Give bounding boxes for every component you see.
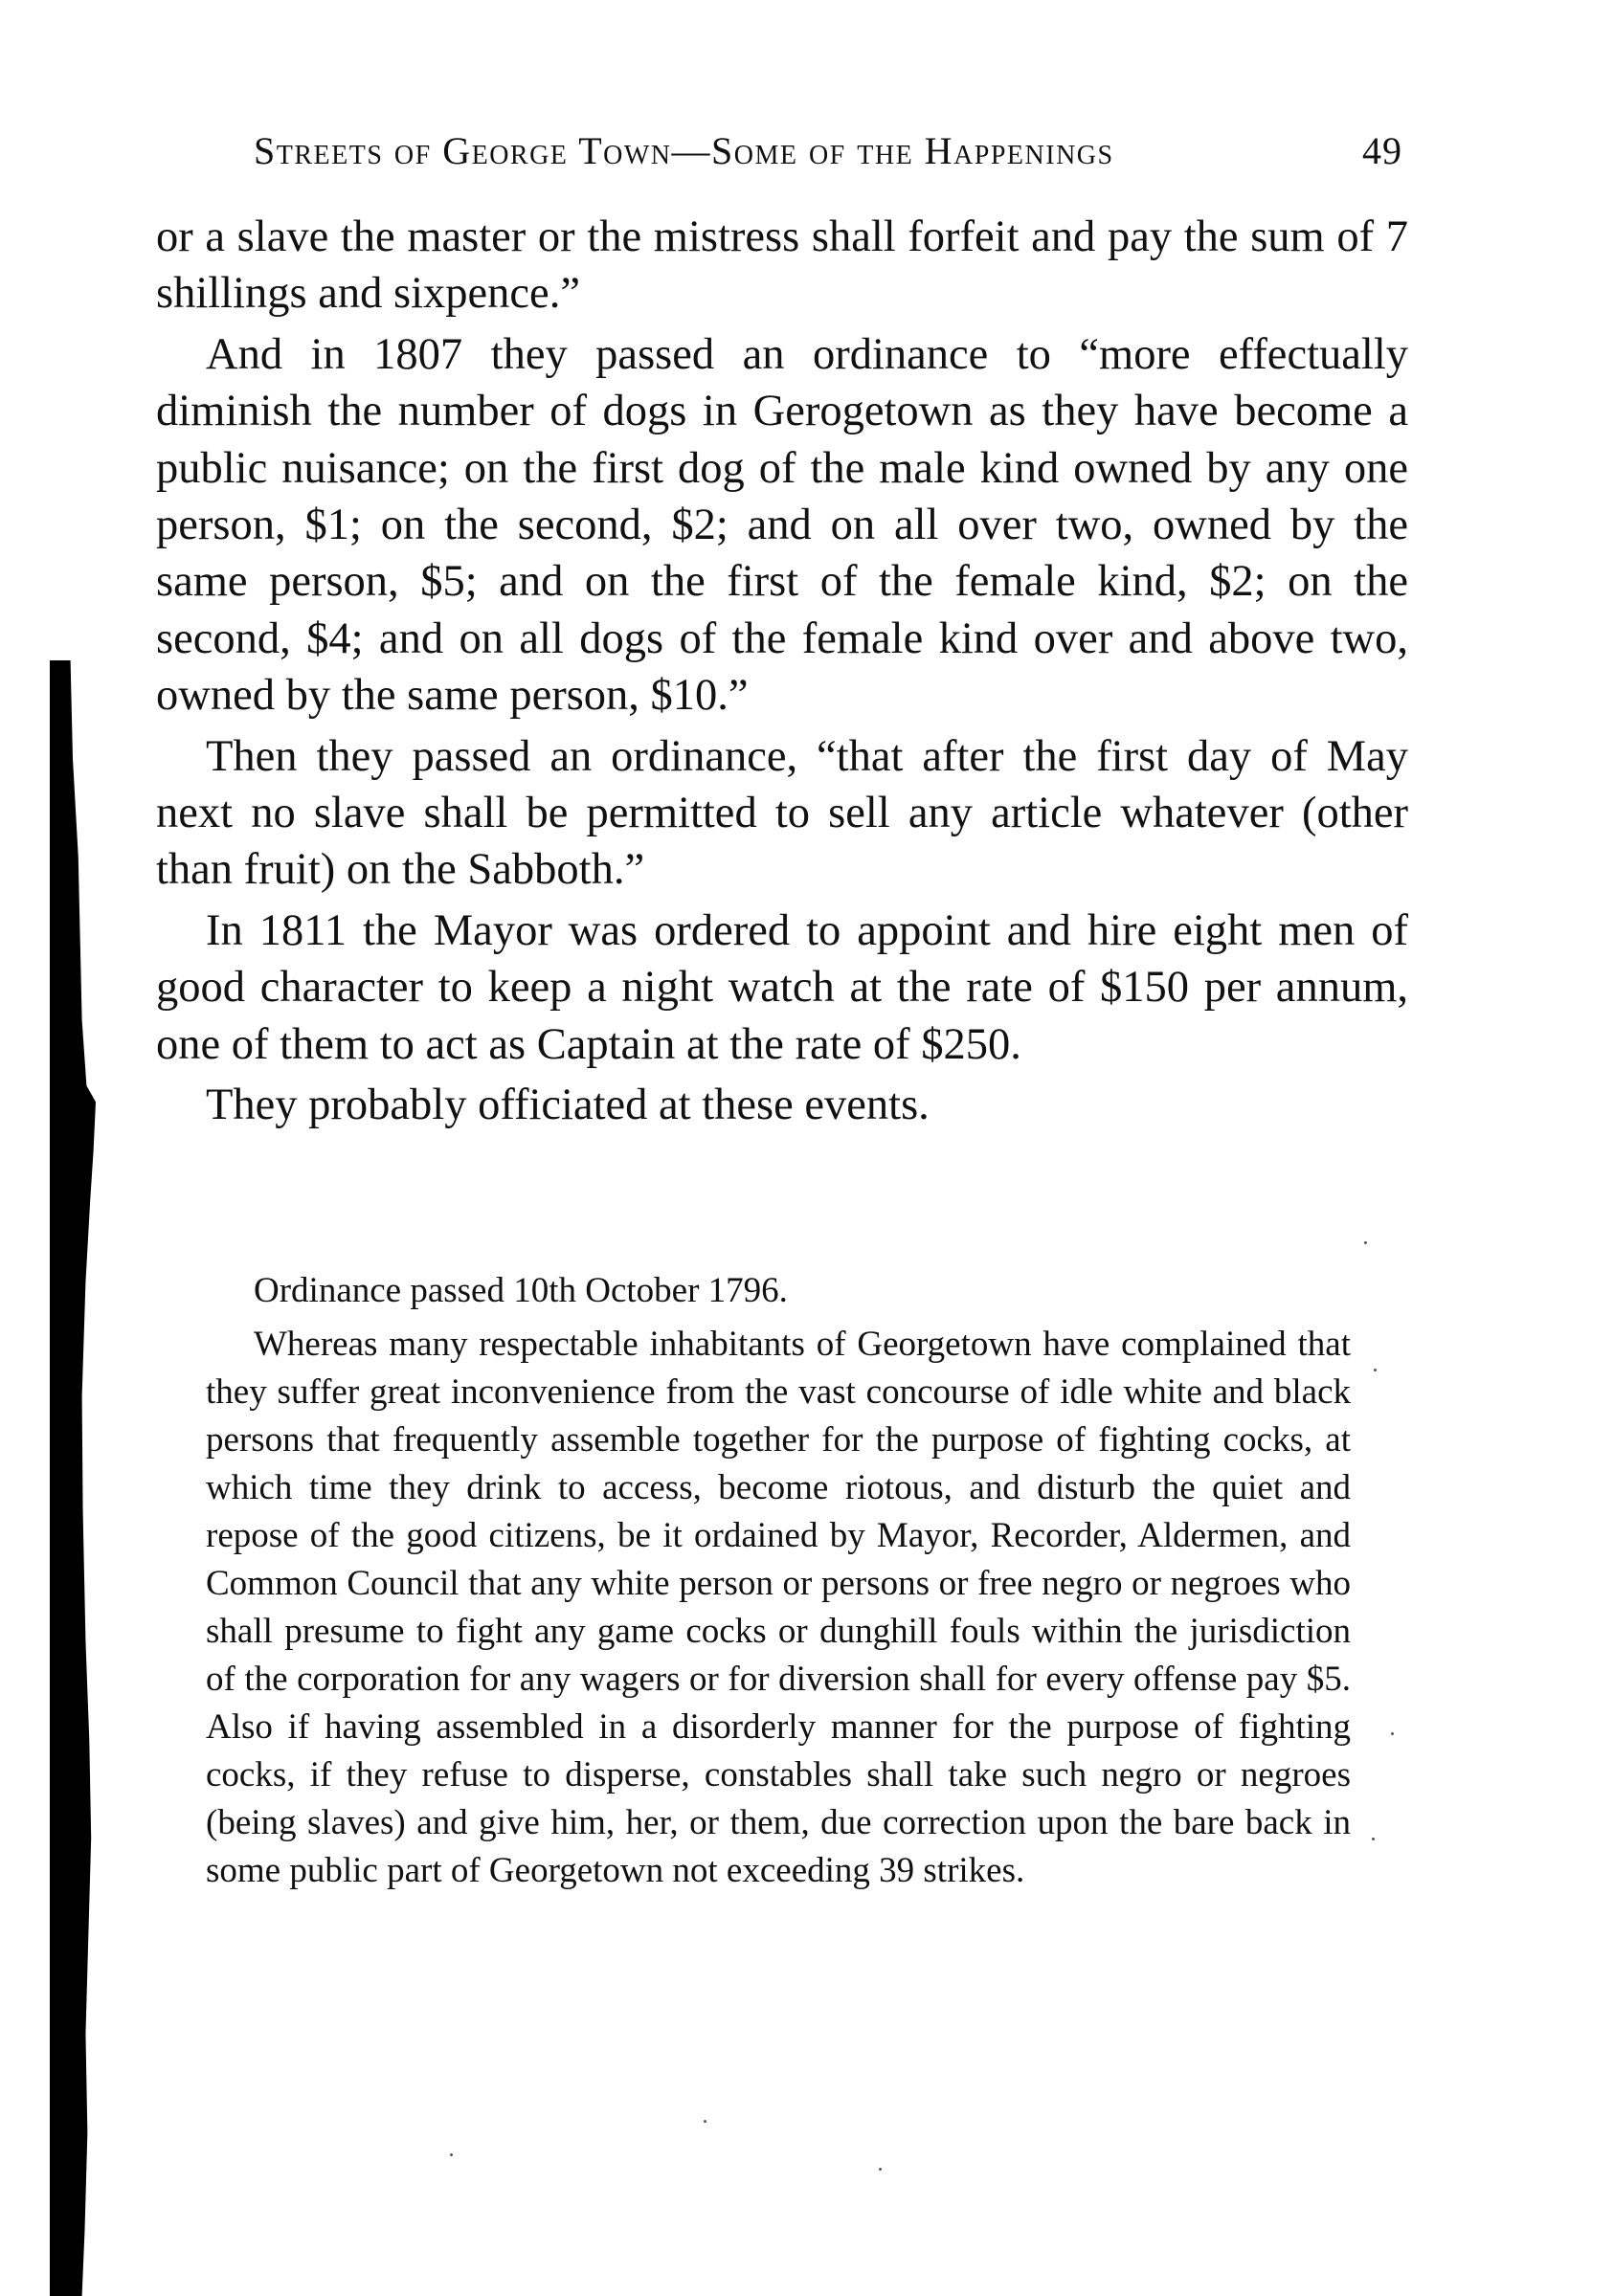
running-head-title: Streets of George Town—Some of the Happenings (254, 129, 1114, 172)
paragraph-night-watch: In 1811 the Mayor was ordered to appoint and hire eight men of good character to keep a night watch at the rate of $150 per annum, one of them to act as Captain at the rate of $250. (156, 905, 1408, 1069)
paragraph-continuation: or a slave the master or the mistress shall forfeit and pay the sum of 7 shillings and sixpence.” (156, 212, 1408, 319)
scan-speck (879, 2168, 882, 2171)
ordinance-heading: Ordinance passed 10th October 1796. (254, 1271, 788, 1310)
scan-gutter-shadow (50, 660, 96, 2296)
scan-speck (1364, 1241, 1367, 1244)
running-head (254, 128, 1402, 186)
scan-speck (1374, 1369, 1377, 1371)
ordinance-text: Whereas many respectable inhabitants of Georgetown have complained that they suffer great inconvenience from the vast concourse of idle white and black persons that frequently assemble together for the purpose of fighting cocks, at which time they drink to access, become riotous, and disturb the quiet and repose of the good citizens, be it ordained by Mayor, Recorder, Aldermen, and Common Council that any white person or persons or free negro or negroes who shall presume to fight any game cocks or dunghill fouls within the jurisdiction of the corporation for any wagers or for diversion shall for every offense pay $5. Also if having assembled in a disorderly manner for the purpose of fighting cocks, if they refuse to disperse, constables shall take such negro or negroes (being slaves) and give him, her, or them, due correction upon the bare back in some public part of Georgetown not exceeding 39 strikes. (206, 1325, 1351, 1890)
scan-speck (450, 2153, 453, 2156)
body-text (156, 209, 1408, 1134)
ordinance-quote-block (206, 1267, 1351, 1895)
page-number: 49 (1362, 129, 1402, 172)
paragraph-officiated: They probably officiated at these events. (206, 1081, 930, 1130)
paragraph-dog-ordinance: And in 1807 they passed an ordinance to “more effectually diminish the number of dogs in Gerogetown as they have become a public nuisance; on the first dog of the male kind owned by any one person, $1; on the second, $2; and on all over two, owned by the same person, $5; and on the first of the female kind, $2; on the second, $4; and on all dogs of the female kind over and above two, owned by the same person, $10.” (156, 329, 1408, 721)
scan-speck (704, 2120, 706, 2123)
scan-speck (1372, 1838, 1375, 1840)
paragraph-sabbath-ordinance: Then they passed an ordinance, “that after the first day of May next no slave shall be permitted to sell any article whatever (other than fruit) on the Sabboth.” (156, 731, 1408, 895)
scan-speck (1391, 1732, 1394, 1735)
